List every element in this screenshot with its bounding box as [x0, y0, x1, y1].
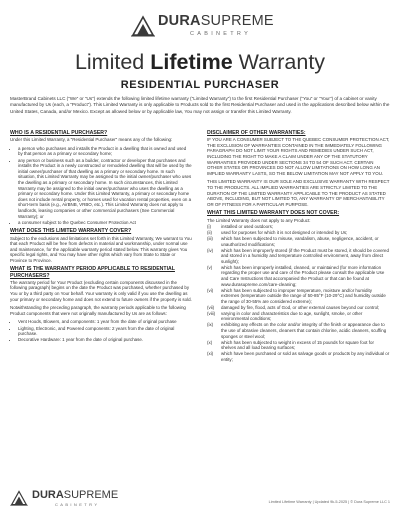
- section-heading-disclaimer: DISCLAIMER OF OTHER WARRANTIES:: [207, 130, 306, 136]
- left-column: [10, 130, 192, 346]
- page-subtitle: RESIDENTIAL PURCHASER: [120, 79, 280, 91]
- intro-paragraph: MasterBrand Cabinets LLC ("We" or "Us") extends the following limited lifetime warranty ("Limited Warranty") to the first Residential Purchaser ("You" or "Your") of a cabinet or vanity manufactured by Us (each, a "Product"). This Limited Warranty is only applicable to Products sold to the first Residential Purchaser and used in the applications described below within the United States, Canada, and/or Mexico. Except as allowed below or by applicable law, You may not assign or transfer this Limited Warranty.: [10, 96, 390, 114]
- list-item: • a consumer subject to the Quebec Consumer Protection Act: [18, 220, 192, 226]
- list-item: (iii) which has been subjected to misuse, vandalism, abuse, negligence, accident, or unauthorized modifications;: [207, 236, 379, 247]
- footer-note: Limited Lifetime Warranty | Updated 9k-5-2025 | © Dura Supreme LLC 1: [268, 500, 390, 504]
- footer-brand-tagline: CABINETRY: [55, 502, 100, 507]
- not-covered-text: The Limited Warranty does not apply to any Product:: [207, 217, 311, 223]
- page-title: Limited Lifetime Warranty: [74, 50, 326, 74]
- dura-supreme-logo-icon: [10, 490, 28, 506]
- list-item: (ii) used for purposes for which it is not designed or intended by Us;: [207, 230, 348, 236]
- list-item: (vii) damaged by fire, flood, acts of God, or other external causes beyond our control;: [207, 304, 380, 310]
- list-item: (xi) which have been purchased or sold as salvage goods or products by any individual or entity;: [207, 351, 390, 362]
- who-list: [10, 146, 192, 226]
- period-text-2: Notwithstanding the preceding paragraph, the warranty periods applicable to the following Product components that were not originally manufactured by Us are as follows:: [10, 305, 186, 316]
- section-heading-who: WHO IS A RESIDENTIAL PURCHASER?: [10, 130, 108, 136]
- section-heading-what: WHAT DOES THIS LIMITED WARRANTY COVER?: [10, 228, 132, 235]
- section-heading-not-covered: WHAT THIS LIMITED WARRANTY DOES NOT COVER:: [207, 210, 340, 217]
- brand-tagline: CABINETRY: [190, 31, 252, 37]
- list-item: (viii) varying in color and characteristics due to age, sunlight, smoke, or other environmental conditions;: [207, 310, 363, 322]
- disclaimer-text: IF YOU ARE A CONSUMER SUBJECT TO THE QUEBEC CONSUMER PROTECTION ACT, THE EXCLUSION OF WARRANTIES CONTAINED IN THE IMMEDIATELY FOLLOWING PARAGRAPH DO NOT LIMIT YOUR RIGHTS AND REMEDIES UNDER SUCH ACT, INCLUDING THE RIGHT TO MAKE A CLAIM UNDER ANY OF THE STATUTORY WARRANTIES PROVIDED UNDER SECTIONS 34 TO 54 OF SUCH ACT. CERTAIN OTHER STATES OR PROVINCES DO NOT ALLOW LIMITATIONS ON HOW LONG AN IMPLIED WARRANTY LASTS, SO THE BELOW LIMITATION MAY NOT APPLY TO YOU.: [207, 137, 390, 176]
- list-item: • a person who purchases and installs the Product in a dwelling that is owned and used by that person as a primary or secondary home;: [18, 146, 192, 157]
- disclaimer-text-2: THIS LIMITED WARRANTY IS OUR SOLE AND EXCLUSIVE WARRANTY WITH RESPECT TO THE PRODUCTS. ALL IMPLIED WARRANTIES ARE STRICTLY LIMITED TO THE DURATION OF THE LIMITED WARRANTY APPLICABLE TO THE PRODUCT AS STATED ABOVE, INCLUDING, BUT NOT LIMITED TO, ANY WARRANTY OF MERCHANTABILITY OR OF FITNESS FOR A PARTICULAR PURPOSE.: [207, 179, 390, 207]
- what-text: Subject to the exclusions and limitations set forth in this Limited Warranty, We warrant to You that each Product will be free from defects in material and workmanship, under normal use and maintenance, for the applicable warranty period stated below. This warranty gives You specific legal rights, and You may have other rights which vary from State to State or Province to Province.: [10, 235, 192, 263]
- brand-name: DURASUPREME: [158, 13, 274, 29]
- footer-logo: [10, 487, 130, 511]
- who-text: Under this Limited Warranty, a "Residential Purchaser" means any of the following:: [10, 137, 173, 143]
- list-item: (v) which has been improperly installed, cleaned, or maintained (for more information regarding the proper use and care of the Product please consult the applicable Use and Care Instructions that accompanied the Product or that can be found at www.durasupreme.com/care-cleaning;: [207, 264, 385, 287]
- list-item: (vi) which has been subjected to improper temperature, moisture and/or humidity extremes (temperature outside the range of 50-85°F (10-29°C) and humidity outside the range of 30-55% are considered extreme);: [207, 287, 386, 304]
- list-item: • Vent Hoods, Blowers, and components: 1 year from the date of original purchase: [18, 319, 192, 325]
- list-item: (i) installed or used outdoors;: [207, 224, 274, 230]
- period-list: [10, 319, 192, 343]
- list-item: (ix) exhibiting any effects on the color and/or integrity of the finish or appearance due to the use of abrasive cleaners, cleaners that contain chlorine, acidic cleaners, scuffing sponges or steel wool;: [207, 322, 387, 339]
- section-heading-period: WHAT IS THE WARRANTY PERIOD APPLICABLE TO RESIDENTIAL PURCHASERS?: [10, 266, 175, 279]
- right-column: [207, 130, 390, 363]
- not-covered-list: [207, 224, 390, 362]
- footer-brand-name: DURASUPREME: [32, 489, 119, 501]
- list-item: (iv) which has been improperly stored (if the Product must be stored, it should be covered and stored in a humidity and temperature controlled environment, away from direct sunlight);: [207, 247, 389, 264]
- dura-supreme-logo-icon: [131, 15, 155, 37]
- list-item: • Decorative Hardware: 1 year from the date of original purchase.: [18, 337, 192, 343]
- list-item: • any person or business such as a builder, contractor or developer that purchases and installs the Product in a newly constructed or remodeled dwelling that will be used by the initial owner/purchaser of that dwelling as a primary or secondary home. In such situation, this Limited Warranty may be assigned to the initial owner/purchaser who uses the dwelling as a primary or secondary home. In such circumstances, this Limited Warranty may be assigned to the initial owner/purchaser who uses the dwelling as a primary or secondary home. Under this Limited Warranty, a primary or secondary home does not include rental property, or homes used for vacation rental properties, even on a short-term basis (e.g., AirBNB, VRBO, etc.). This Limited Warranty does not apply to landlords, leasing companies or other commercial purchasers (See Commercial Warranty); or: [18, 158, 192, 220]
- list-item: (x) which has been subjected to weight in excess of 15 pounds for square foot for shelves and all load bearing surfaces;: [207, 339, 374, 351]
- period-text: The warranty period for Your Product (excluding certain components discussed in the following paragraph) begins on the date the Product was purchased, whether purchased by You or by a third party on Your behalf. Your warranty is only valid if you use the dwelling as your primary or secondary home and does not extend to future owners if the property is sold.: [10, 279, 192, 302]
- header-logo: [0, 7, 400, 43]
- list-item: • Lighting, Electronic, and Powered components: 2 years from the date of original purchase.: [18, 326, 192, 337]
